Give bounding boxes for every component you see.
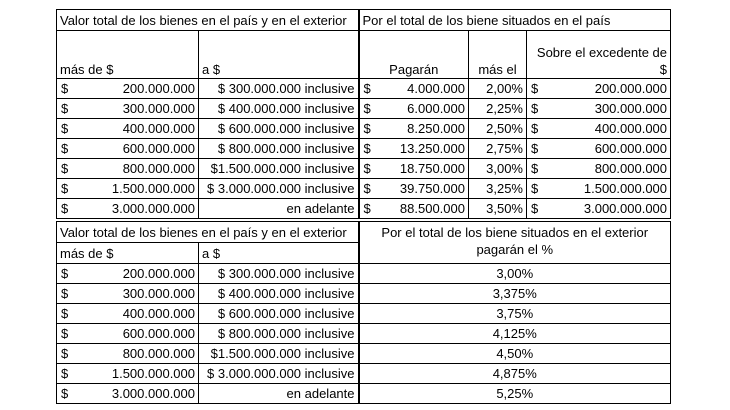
money-cell	[57, 139, 199, 159]
amount-value: 300.000.000	[122, 101, 195, 116]
table-header-row	[57, 10, 671, 31]
amount-value: 200.000.000	[122, 81, 195, 96]
money-cell	[57, 364, 199, 384]
amount-value: 88.500.000	[399, 201, 465, 216]
rate-cell: 3,375%	[359, 284, 671, 304]
money-cell	[527, 139, 671, 159]
table-row	[57, 304, 671, 324]
range-to-cell: $1.500.000.000 inclusive	[199, 344, 359, 364]
money-cell	[359, 79, 469, 99]
col-header-mas-el: más el	[469, 31, 527, 79]
amount-value: 18.750.000	[399, 161, 465, 176]
currency-symbol: $	[61, 346, 69, 361]
currency-symbol: $	[61, 286, 69, 301]
currency-symbol: $	[61, 201, 69, 216]
currency-symbol: $	[363, 201, 371, 216]
money-cell	[527, 119, 671, 139]
range-to-cell: $ 600.000.000 inclusive	[199, 304, 359, 324]
currency-symbol: $	[531, 201, 539, 216]
amount-value: 400.000.000	[122, 306, 195, 321]
range-to-cell: $ 400.000.000 inclusive	[199, 99, 359, 119]
currency-symbol: $	[61, 326, 69, 341]
currency-symbol: $	[61, 101, 69, 116]
currency-symbol: $	[531, 121, 539, 136]
table-row	[57, 344, 671, 364]
money-cell	[359, 139, 469, 159]
money-cell	[359, 159, 469, 179]
header-total-exterior	[359, 222, 671, 264]
currency-symbol: $	[531, 81, 539, 96]
money-cell	[57, 384, 199, 404]
rate-cell: 3,00%	[469, 159, 527, 179]
amount-value: 600.000.000	[122, 326, 195, 341]
rate-cell: 5,25%	[359, 384, 671, 404]
currency-symbol: $	[531, 101, 539, 116]
amount-value: 200.000.000	[594, 81, 668, 96]
currency-symbol: $	[61, 121, 69, 136]
currency-symbol: $	[61, 266, 69, 281]
money-cell	[57, 79, 199, 99]
currency-symbol: $	[61, 141, 69, 156]
currency-symbol: $	[363, 101, 371, 116]
rate-cell: 3,00%	[359, 264, 671, 284]
money-cell	[527, 199, 671, 219]
range-to-cell: en adelante	[199, 384, 359, 404]
range-to-cell: $ 300.000.000 inclusive	[199, 264, 359, 284]
amount-value: 1.500.000.000	[111, 366, 195, 381]
amount-value: 1.500.000.000	[111, 181, 195, 196]
range-to-cell: $ 3.000.000.000 inclusive	[199, 179, 359, 199]
amount-value: 300.000.000	[594, 101, 668, 116]
amount-value: 800.000.000	[122, 161, 195, 176]
amount-value: 800.000.000	[594, 161, 668, 176]
column-header-row	[57, 31, 671, 79]
range-to-cell: $ 800.000.000 inclusive	[199, 324, 359, 344]
money-cell	[57, 199, 199, 219]
amount-value: 3.000.000.000	[111, 201, 195, 216]
money-cell	[527, 179, 671, 199]
rate-cell: 4,50%	[359, 344, 671, 364]
rate-cell: 2,75%	[469, 139, 527, 159]
money-cell	[527, 99, 671, 119]
col-header-a: a $	[199, 243, 359, 264]
money-cell	[57, 324, 199, 344]
currency-symbol: $	[363, 161, 371, 176]
table-header-row	[57, 222, 671, 243]
rate-cell: 3,50%	[469, 199, 527, 219]
money-cell	[57, 304, 199, 324]
rate-cell: 2,25%	[469, 99, 527, 119]
currency-symbol: $	[531, 161, 539, 176]
amount-value: 1.500.000.000	[583, 181, 668, 196]
currency-symbol: $	[531, 181, 539, 196]
amount-value: 400.000.000	[594, 121, 668, 136]
table-row	[57, 199, 671, 219]
amount-value: 600.000.000	[594, 141, 668, 156]
amount-value: 300.000.000	[122, 286, 195, 301]
currency-symbol: $	[61, 306, 69, 321]
header-total-pais: Por el total de los biene situados en el país	[359, 10, 671, 31]
amount-value: 6.000.000	[407, 101, 465, 116]
money-cell	[359, 99, 469, 119]
col-header-pagaran-pct: pagarán el %	[476, 242, 554, 257]
table-row	[57, 119, 671, 139]
currency-symbol: $	[363, 181, 371, 196]
money-cell	[359, 199, 469, 219]
amount-value: 3.000.000.000	[583, 201, 668, 216]
money-cell	[57, 119, 199, 139]
money-cell	[359, 119, 469, 139]
money-cell	[57, 264, 199, 284]
amount-value: 200.000.000	[122, 266, 195, 281]
header-total-exterior-title: Por el total de los biene situados en el exterior	[381, 225, 649, 240]
amount-value: 800.000.000	[122, 346, 195, 361]
currency-symbol: $	[61, 161, 69, 176]
range-to-cell: $ 600.000.000 inclusive	[199, 119, 359, 139]
table-row	[57, 179, 671, 199]
rate-cell: 4,875%	[359, 364, 671, 384]
money-cell	[359, 179, 469, 199]
range-to-cell: $ 300.000.000 inclusive	[199, 79, 359, 99]
currency-symbol: $	[363, 121, 371, 136]
money-cell	[57, 99, 199, 119]
money-cell	[527, 79, 671, 99]
table-row	[57, 284, 671, 304]
currency-symbol: $	[61, 386, 69, 401]
col-header-mas-de: más de $	[57, 243, 199, 264]
range-to-cell: $1.500.000.000 inclusive	[199, 159, 359, 179]
table-row	[57, 324, 671, 344]
money-cell	[527, 159, 671, 179]
rate-cell: 2,00%	[469, 79, 527, 99]
rate-cell: 3,25%	[469, 179, 527, 199]
header-valor-total: Valor total de los bienes en el país y en el exterior	[57, 222, 359, 243]
money-cell	[57, 179, 199, 199]
table-row	[57, 99, 671, 119]
range-to-cell: $ 3.000.000.000 inclusive	[199, 364, 359, 384]
table-row	[57, 139, 671, 159]
amount-value: 8.250.000	[407, 121, 465, 136]
amount-value: 4.000.000	[407, 81, 465, 96]
rate-cell: 3,75%	[359, 304, 671, 324]
range-to-cell: $ 400.000.000 inclusive	[199, 284, 359, 304]
money-cell	[57, 344, 199, 364]
currency-symbol: $	[363, 141, 371, 156]
rate-cell: 2,50%	[469, 119, 527, 139]
money-cell	[57, 284, 199, 304]
table-row	[57, 159, 671, 179]
currency-symbol: $	[61, 366, 69, 381]
col-header-a: a $	[199, 31, 359, 79]
amount-value: 400.000.000	[122, 121, 195, 136]
table-bienes-exterior	[56, 221, 671, 404]
currency-symbol: $	[531, 141, 539, 156]
currency-symbol: $	[61, 81, 69, 96]
table-bienes-pais	[56, 9, 671, 219]
table-row	[57, 364, 671, 384]
amount-value: 13.250.000	[399, 141, 465, 156]
table-row	[57, 79, 671, 99]
money-cell	[57, 159, 199, 179]
amount-value: 600.000.000	[122, 141, 195, 156]
amount-value: 39.750.000	[399, 181, 465, 196]
col-header-pagaran: Pagarán	[359, 31, 469, 79]
currency-symbol: $	[363, 81, 371, 96]
range-to-cell: en adelante	[199, 199, 359, 219]
table-row	[57, 384, 671, 404]
table-row	[57, 264, 671, 284]
currency-symbol: $	[61, 181, 69, 196]
rate-cell: 4,125%	[359, 324, 671, 344]
range-to-cell: $ 800.000.000 inclusive	[199, 139, 359, 159]
col-header-mas-de: más de $	[57, 31, 199, 79]
amount-value: 3.000.000.000	[111, 386, 195, 401]
col-header-excedente: Sobre el excedente de $	[527, 31, 671, 79]
header-valor-total: Valor total de los bienes en el país y en el exterior	[57, 10, 359, 31]
